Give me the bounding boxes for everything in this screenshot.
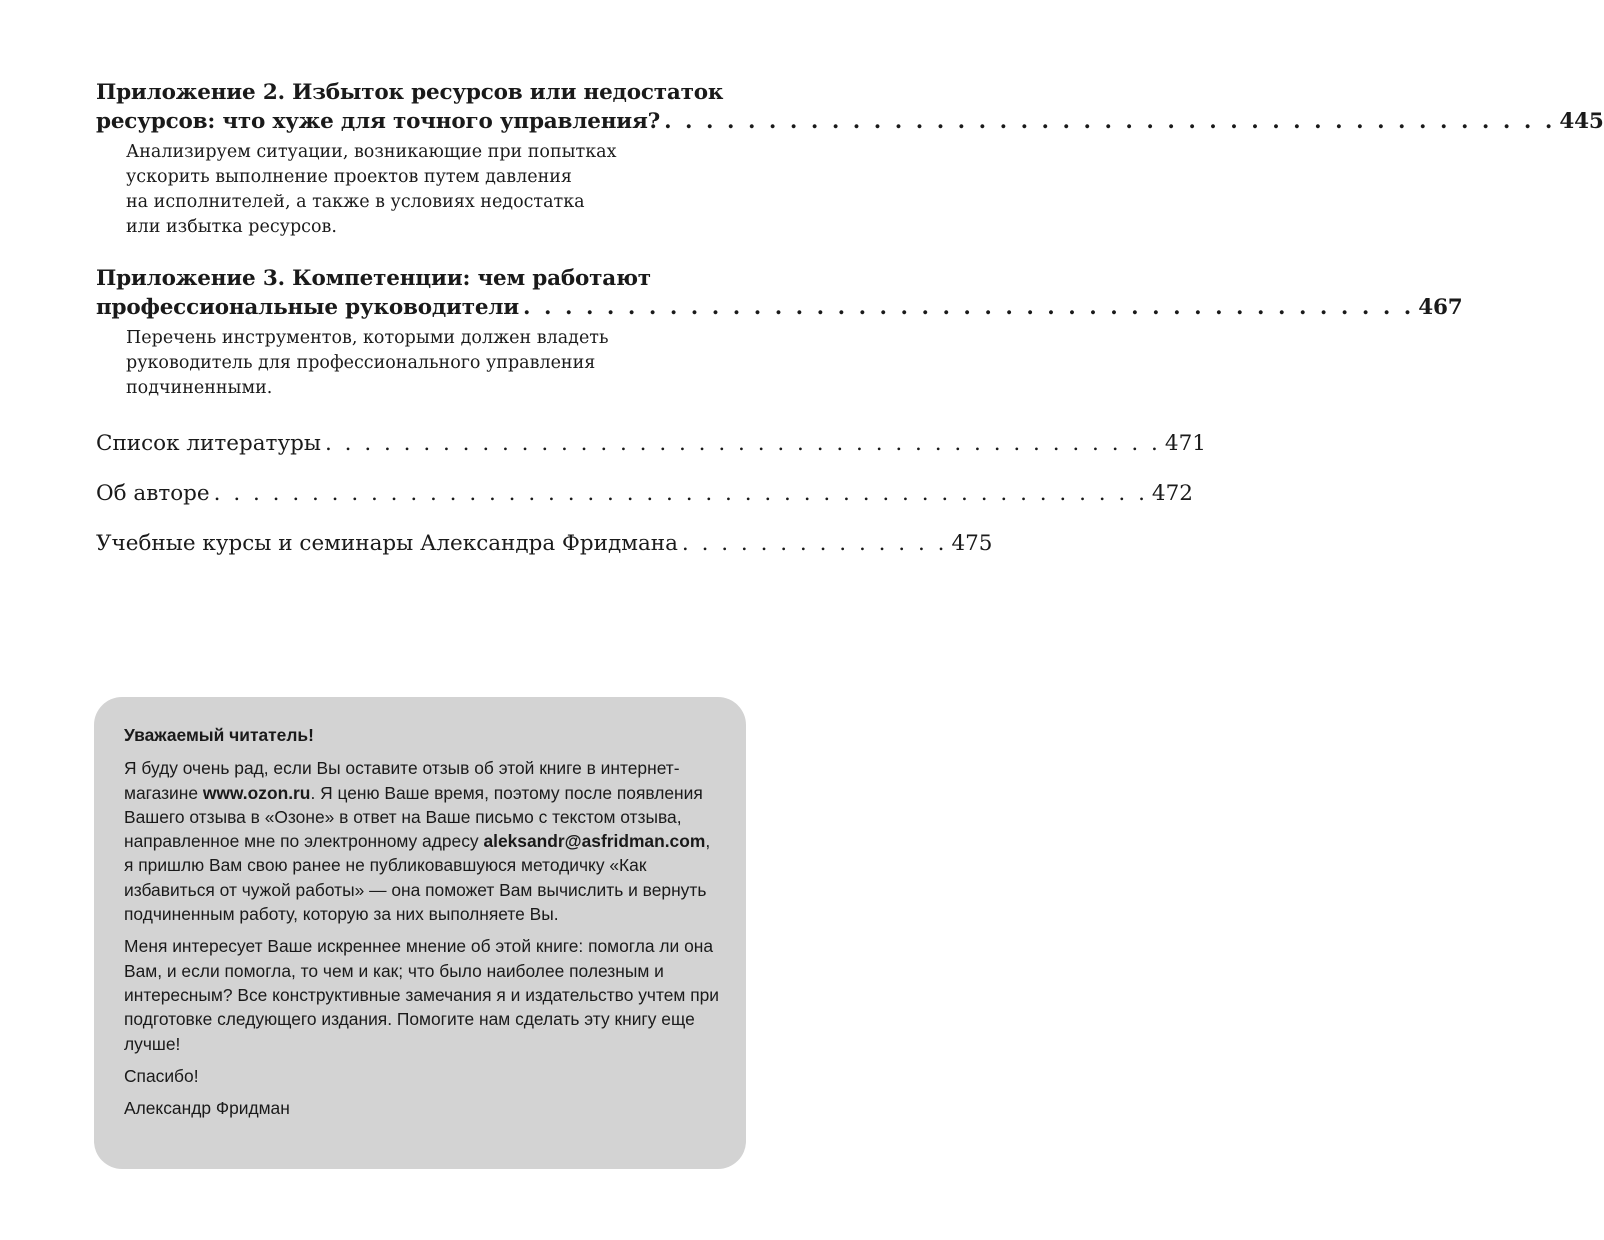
- letter-paragraph-2: Меня интересует Ваше искреннее мнение об этой книге: помогла ли она Вам, и если помогла, то чем и как; что было наиболее полезным и интересным? Все конструктивные замечания я и издательство учтем при подготовке следующего издания. Помогите нам сделать эту книгу еще лучше!: [124, 936, 719, 1054]
- toc-line: [96, 529, 993, 558]
- description-line: на исполнителей, а также в условиях недостатка: [126, 192, 585, 212]
- dot-leader: . . . . . . . . . . . . . . . . . . . . . . . . . . . . . . . . . . . . . . . . . . .: [664, 109, 1556, 134]
- letter-greeting: Уважаемый читатель!: [124, 725, 314, 745]
- letter-thanks: Спасибо!: [124, 1065, 199, 1086]
- description-line: или избытка ресурсов.: [126, 217, 337, 237]
- toc-entry-appendix-2[interactable]: [96, 78, 1604, 240]
- page-number: 472: [1151, 481, 1193, 506]
- toc-entry-title: Об авторе: [96, 481, 210, 506]
- letter-text: , я пришлю Вам свою ранее не публиковавшуюся методичку «Как избавиться от чужой работы» — она поможет Вам вычислить и вернуть подчиненным работу, которую за них выполняете Вы.: [124, 831, 711, 925]
- page-number: 445: [1559, 109, 1604, 134]
- dot-leader: . . . . . . . . . . . . . . . . . . . . . . . . . . . . . . . . . . . . . . . . . . .: [523, 295, 1415, 320]
- description-line: Анализируем ситуации, возникающие при попытках: [126, 142, 617, 162]
- toc-entry-bibliography[interactable]: [96, 429, 1206, 458]
- toc-entry-title: [96, 264, 1463, 322]
- page-number: 471: [1164, 431, 1206, 456]
- letter-signature: Александр Фридман: [124, 1098, 290, 1119]
- author-email-link[interactable]: aleksandr@asfridman.com: [483, 831, 706, 852]
- toc-line: [96, 429, 1206, 458]
- toc-entry-description: [126, 140, 743, 240]
- reader-letter-box: [94, 697, 746, 1169]
- toc-title-line: профессиональные руководители: [96, 295, 520, 320]
- page-number: 475: [951, 531, 993, 556]
- page-number: 467: [1418, 295, 1463, 320]
- toc-entry-courses[interactable]: [96, 529, 993, 558]
- description-line: Перечень инструментов, которыми должен владеть: [126, 328, 609, 348]
- dot-leader: . . . . . . . . . . . . . .: [681, 531, 948, 556]
- toc-entry-about-author[interactable]: [96, 479, 1193, 508]
- toc-entry-description: [126, 326, 743, 401]
- letter-paragraph-1: [124, 756, 720, 926]
- dot-leader: . . . . . . . . . . . . . . . . . . . . . . . . . . . . . . . . . . . . . . . . . . . . . . . .: [213, 481, 1148, 506]
- letter-text: Я буду очень рад, если Вы оставите отзыв об этой книге в интернет-магазине: [124, 758, 680, 803]
- toc-title-line-with-page: [96, 107, 1604, 136]
- toc-entry-appendix-3[interactable]: [96, 264, 1463, 401]
- toc-title-line: Приложение 2. Избыток ресурсов или недостаток: [96, 80, 724, 105]
- description-line: ускорить выполнение проектов путем давления: [126, 167, 572, 187]
- table-of-contents: [96, 78, 1604, 558]
- toc-title-line: ресурсов: что хуже для точного управления?: [96, 109, 661, 134]
- dot-leader: . . . . . . . . . . . . . . . . . . . . . . . . . . . . . . . . . . . . . . . . . . .: [324, 431, 1161, 456]
- toc-entry-title: Учебные курсы и семинары Александра Фридмана: [96, 531, 678, 556]
- toc-title-line-with-page: [96, 293, 1463, 322]
- toc-entry-title: [96, 78, 1604, 136]
- description-line: подчиненными.: [126, 378, 273, 398]
- description-line: руководитель для профессионального управления: [126, 353, 596, 373]
- toc-line: [96, 479, 1193, 508]
- letter-text: . Я ценю Ваше время, поэтому после появления Вашего отзыва в «Озоне» в ответ на Ваше письмо с текстом отзыва, направленное мне по электронному адресу: [124, 782, 703, 852]
- ozon-link[interactable]: www.ozon.ru: [202, 782, 311, 803]
- toc-entry-title: Список литературы: [96, 431, 321, 456]
- toc-title-line: Приложение 3. Компетенции: чем работают: [96, 266, 651, 291]
